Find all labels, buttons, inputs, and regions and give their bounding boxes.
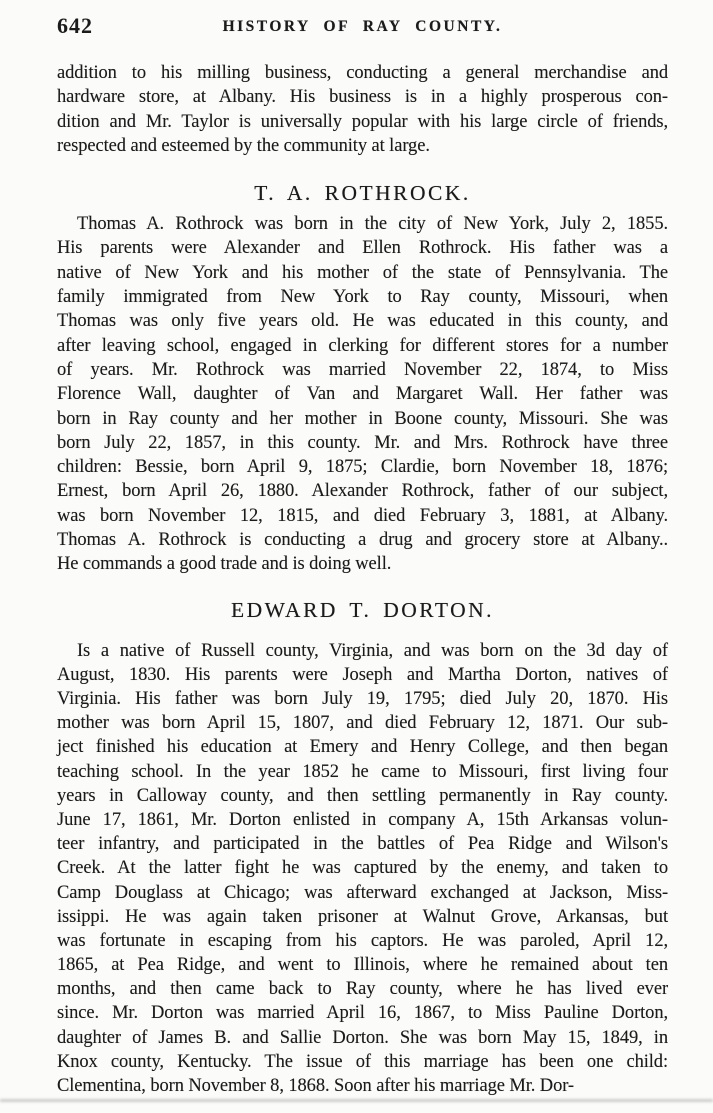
text-line: His parents were Alexander and Ellen Rothrock. His father was a xyxy=(57,238,668,259)
text-line: of years. Mr. Rothrock was married November 22, 1874, to Miss xyxy=(57,359,668,380)
text-line: was fortunate in escaping from his captors. He was paroled, April 12, xyxy=(57,930,668,951)
text-line: Is a native of Russell county, Virginia, and was born on the 3d day of xyxy=(77,640,668,661)
text-line: Virginia. His father was born July 19, 1795; died July 20, 1870. His xyxy=(57,689,668,710)
text-line: addition to his milling business, conducting a general merchandise and xyxy=(57,63,668,83)
text-line: ject finished his education at Emery and Henry College, and then began xyxy=(57,737,668,758)
page-header xyxy=(57,0,668,40)
running-title: HISTORY OF RAY COUNTY. xyxy=(222,18,503,35)
text-line: Florence Wall, daughter of Van and Margaret Wall. Her father was xyxy=(57,384,668,405)
page-number: 642 xyxy=(57,13,93,38)
text-line: 1865, at Pea Ridge, and went to Illinois, where he remained about ten xyxy=(57,955,668,976)
body-paragraph-dorton xyxy=(57,639,668,1099)
text-line: respected and esteemed by the community at large. xyxy=(57,135,430,156)
text-line: teaching school. In the year 1852 he came to Missouri, first living four xyxy=(57,761,668,782)
text-line: hardware store, at Albany. His business is in a highly prosperous con- xyxy=(57,87,668,108)
text-line: issippi. He was again taken prisoner at Walnut Grove, Arkansas, but xyxy=(57,906,668,927)
scan-edge-artifact xyxy=(0,1099,713,1102)
text-line: teer infantry, and participated in the battles of Pea Ridge and Wilson's xyxy=(57,834,668,855)
section-heading-rothrock: T. A. ROTHROCK. xyxy=(254,181,471,206)
text-line: Clementina, born November 8, 1868. Soon after his marriage Mr. Dor- xyxy=(57,1076,574,1097)
text-line: Thomas A. Rothrock was born in the city of New York, July 2, 1855. xyxy=(77,214,668,235)
text-line: after leaving school, engaged in clerking for different stores for a number xyxy=(57,335,668,356)
text-line: born in Ray county and her mother in Boone county, Missouri. She was xyxy=(57,408,668,429)
text-line: mother was born April 15, 1807, and died February 12, 1871. Our sub- xyxy=(57,713,668,734)
text-line: months, and then came back to Ray county, where he has lived ever xyxy=(57,979,668,1000)
body-paragraph-rothrock xyxy=(57,212,668,576)
text-line: since. Mr. Dorton was married April 16, 1867, to Miss Pauline Dorton, xyxy=(57,1003,668,1024)
text-line: Camp Douglass at Chicago; was afterward exchanged at Jackson, Miss- xyxy=(57,882,668,903)
text-line: dition and Mr. Taylor is universally popular with his large circle of friends, xyxy=(57,111,668,132)
text-line: Ernest, born April 26, 1880. Alexander Rothrock, father of our subject, xyxy=(57,481,668,502)
text-line: June 17, 1861, Mr. Dorton enlisted in company A, 15th Arkansas volun- xyxy=(57,809,668,830)
text-line: born July 22, 1857, in this county. Mr. and Mrs. Rothrock have three xyxy=(57,432,668,453)
text-line: was born November 12, 1815, and died February 3, 1881, at Albany. xyxy=(57,505,668,526)
text-line: Knox county, Kentucky. The issue of this marriage has been one child: xyxy=(57,1051,668,1072)
text-line: native of New York and his mother of the state of Pennsylvania. The xyxy=(57,262,668,283)
text-line: Thomas was only five years old. He was educated in this county, and xyxy=(57,311,668,332)
text-line: August, 1830. His parents were Joseph and Martha Dorton, natives of xyxy=(57,664,668,685)
text-line: He commands a good trade and is doing well. xyxy=(57,554,392,575)
body-paragraph-taylor-continuation xyxy=(57,61,668,158)
section-heading-dorton: EDWARD T. DORTON. xyxy=(230,597,494,622)
text-line: daughter of James B. and Sallie Dorton. She was born May 15, 1849, in xyxy=(57,1027,668,1048)
text-line: children: Bessie, born April 9, 1875; Clardie, born November 18, 1876; xyxy=(57,457,668,478)
text-line: Thomas A. Rothrock is conducting a drug and grocery store at Albany.. xyxy=(57,530,668,551)
text-line: family immigrated from New York to Ray county, Missouri, when xyxy=(57,287,668,308)
text-line: years in Calloway county, and then settling permanently in Ray county. xyxy=(57,785,668,806)
text-line: Creek. At the latter fight he was captured by the enemy, and taken to xyxy=(57,858,668,879)
